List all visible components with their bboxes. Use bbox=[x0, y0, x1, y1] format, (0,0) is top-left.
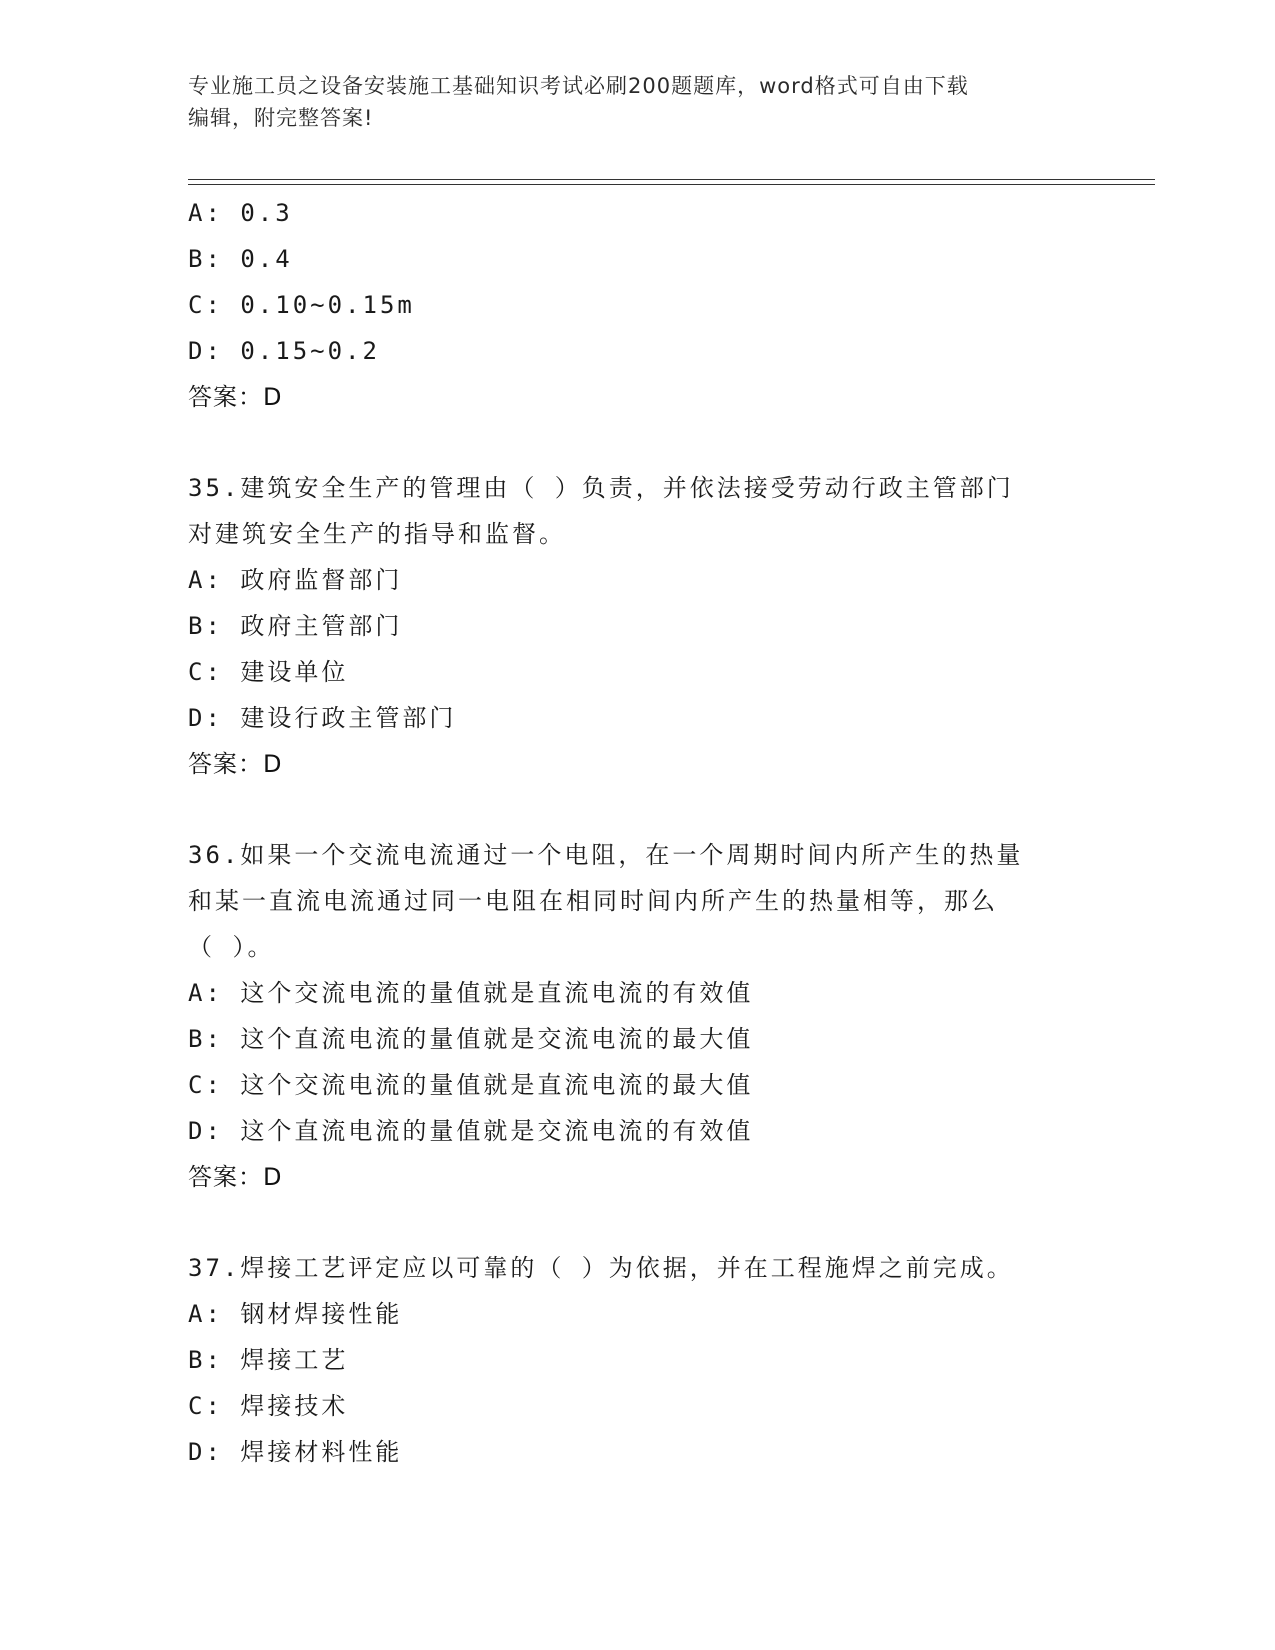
option-c: C: 这个交流电流的量值就是直流电流的最大值 bbox=[188, 1071, 754, 1099]
header-title-line-2: 编辑，附完整答案! bbox=[188, 106, 374, 130]
question-stem-line-2: 对建筑安全生产的指导和监督。 bbox=[188, 520, 566, 548]
header-title-line-1: 专业施工员之设备安装施工基础知识考试必刷200题题库，word格式可自由下载 bbox=[188, 74, 969, 98]
option-b: B: 这个直流电流的量值就是交流电流的最大值 bbox=[188, 1025, 754, 1053]
option-c: C: 0.10~0.15m bbox=[188, 291, 415, 319]
option-d: D: 这个直流电流的量值就是交流电流的有效值 bbox=[188, 1117, 754, 1145]
option-c: C: 焊接技术 bbox=[188, 1392, 349, 1420]
answer: 答案：D bbox=[188, 750, 283, 778]
option-b: B: 政府主管部门 bbox=[188, 612, 403, 640]
question-list bbox=[188, 190, 1088, 1475]
option-c: C: 建设单位 bbox=[188, 658, 349, 686]
question-stem-line-1: 35.建筑安全生产的管理由（ ）负责，并依法接受劳动行政主管部门 bbox=[188, 474, 1014, 502]
option-a: A: 钢材焊接性能 bbox=[188, 1300, 403, 1328]
option-d: D: 建设行政主管部门 bbox=[188, 704, 457, 732]
question-stem-line-1: 36.如果一个交流电流通过一个电阻，在一个周期时间内所产生的热量 bbox=[188, 841, 1024, 869]
option-a: A: 政府监督部门 bbox=[188, 566, 403, 594]
answer: 答案：D bbox=[188, 1163, 283, 1191]
question-35 bbox=[188, 465, 1088, 787]
question-stem-line-1: 37.焊接工艺评定应以可靠的（ ）为依据，并在工程施焊之前完成。 bbox=[188, 1254, 1014, 1282]
option-d: D: 焊接材料性能 bbox=[188, 1438, 403, 1466]
question-stem-line-3: （ ）。 bbox=[188, 933, 275, 961]
question-stem-line-2: 和某一直流电流通过同一电阻在相同时间内所产生的热量相等，那么 bbox=[188, 887, 998, 915]
answer: 答案：D bbox=[188, 383, 283, 411]
option-a: A: 0.3 bbox=[188, 199, 293, 227]
document-header bbox=[188, 70, 1068, 134]
option-b: B: 焊接工艺 bbox=[188, 1346, 349, 1374]
option-b: B: 0.4 bbox=[188, 245, 293, 273]
question-37 bbox=[188, 1245, 1088, 1475]
question-34 bbox=[188, 190, 1088, 420]
option-d: D: 0.15~0.2 bbox=[188, 337, 380, 365]
header-divider-bottom bbox=[188, 184, 1155, 185]
header-divider-top bbox=[188, 179, 1155, 180]
option-a: A: 这个交流电流的量值就是直流电流的有效值 bbox=[188, 979, 754, 1007]
question-36 bbox=[188, 832, 1088, 1200]
